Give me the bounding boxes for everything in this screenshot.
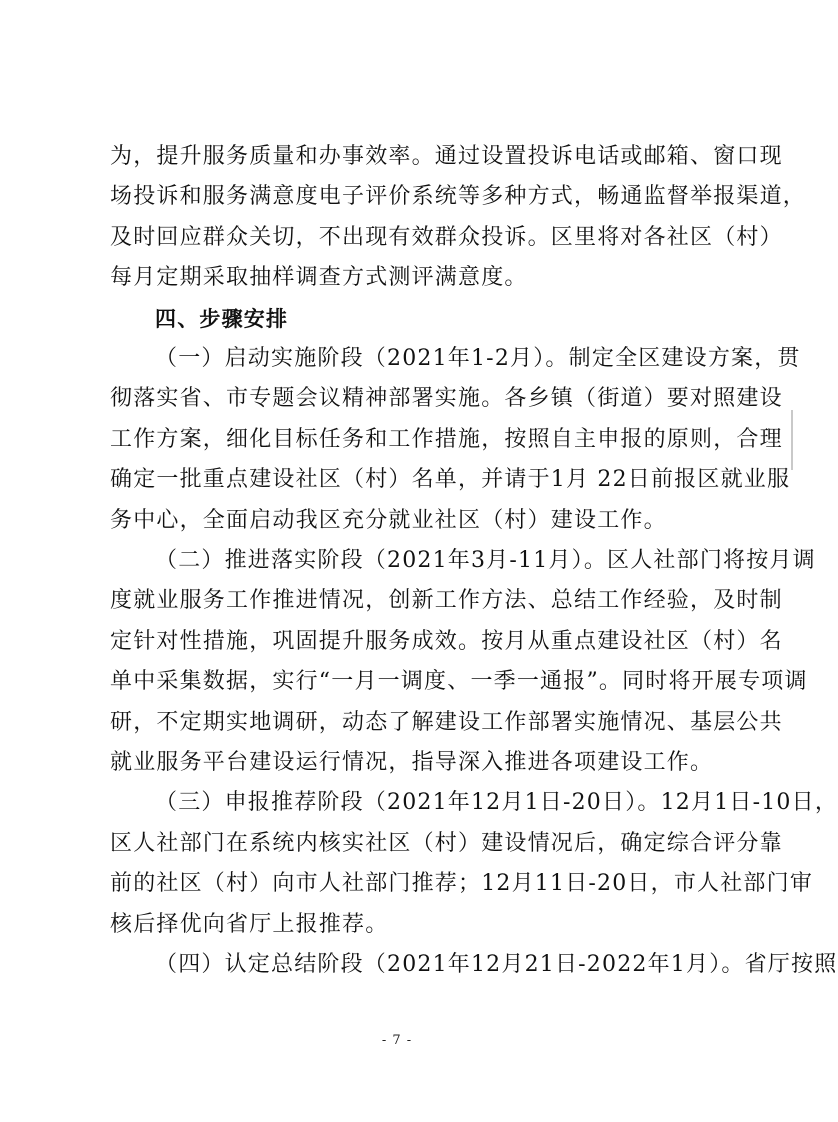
paragraph-line: 就业服务平台建设运行情况，指导深入推进各项建设工作。 [110, 750, 714, 775]
paragraph-line: 务中心，全面启动我区充分就业社区（村）建设工作。 [110, 508, 667, 533]
paragraph-line: 定针对性措施，巩固提升服务成效。按月从重点建设社区（村）名 [110, 629, 783, 654]
paragraph-line: （一）启动实施阶段（2021年1-2月）。制定全区建设方案，贯 [155, 346, 801, 371]
page-number: - 7 - [381, 1033, 413, 1048]
paragraph-line: 度就业服务工作推进情况，创新工作方法、总结工作经验，及时制 [110, 588, 783, 613]
paragraph-line: 单中采集数据，实行“一月一调度、一季一通报”。同时将开展专项调 [110, 669, 808, 694]
paragraph-line: 场投诉和服务满意度电子评价系统等多种方式，畅通监督举报渠道， [110, 184, 807, 209]
paragraph-line: 研，不定期实地调研，动态了解建设工作部署实施情况、基层公共 [110, 710, 783, 735]
paragraph-line: 为，提升服务质量和办事效率。通过设置投诉电话或邮箱、窗口现 [110, 144, 783, 169]
paragraph-line: （三）申报推荐阶段（2021年12月1日-20日）。12月1日-10日， [155, 790, 838, 815]
paragraph-line: 每月定期采取抽样调查方式测评满意度。 [110, 265, 528, 290]
paragraph-line: 确定一批重点建设社区（村）名单，并请于1月 22日前报区就业服 [110, 467, 791, 492]
scan-edge-mark [791, 410, 793, 470]
section-heading: 四、步骤安排 [155, 307, 289, 331]
paragraph-line: 核后择优向省厅上报推荐。 [110, 912, 389, 937]
paragraph-line: 工作方案，细化目标任务和工作措施，按照自主申报的原则，合理 [110, 427, 783, 452]
paragraph-line: 区人社部门在系统内核实社区（村）建设情况后，确定综合评分靠 [110, 831, 783, 856]
paragraph-line: （四）认定总结阶段（2021年12月21日-2022年1月）。省厅按照 [155, 952, 838, 977]
paragraph-line: （二）推进落实阶段（2021年3月-11月）。区人社部门将按月调 [155, 548, 816, 573]
paragraph-line: 前的社区（村）向市人社部门推荐；12月11日-20日，市人社部门审 [110, 871, 814, 896]
paragraph-line: 彻落实省、市专题会议精神部署实施。各乡镇（街道）要对照建设 [110, 386, 783, 411]
paragraph-line: 及时回应群众关切，不出现有效群众投诉。区里将对各社区（村） [110, 225, 783, 250]
